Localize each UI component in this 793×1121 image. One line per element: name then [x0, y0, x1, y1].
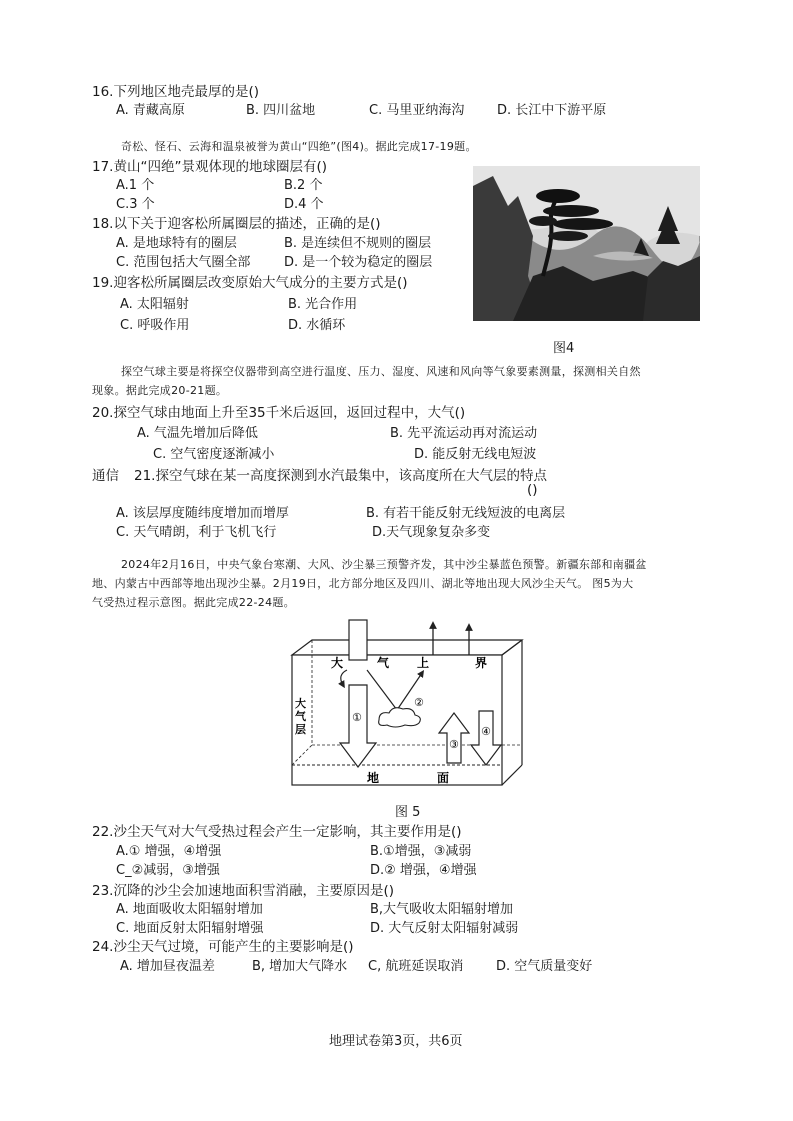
- fig5-bottom-label-2: 面: [437, 771, 450, 785]
- q16-option-b: B. 四川盆地: [246, 103, 316, 118]
- q21-prefix: 通信: [92, 468, 119, 484]
- q24-option-d: D. 空气质量变好: [496, 959, 593, 974]
- q24-option-b: B, 增加大气降水: [252, 959, 348, 974]
- atmosphere-heating-diagram: [287, 615, 527, 800]
- fig4-caption: 图4: [553, 341, 575, 356]
- q19-option-c: C. 呼吸作用: [120, 318, 190, 333]
- q20-stem: 20.探空气球由地面上升至35千米后返回，返回过程中，大气(): [92, 405, 466, 421]
- q24-stem: 24.沙尘天气过境，可能产生的主要影响是(): [92, 939, 354, 955]
- fig5-top-label-3: 上: [417, 656, 430, 670]
- fig5-side-label-3: 层: [295, 723, 306, 736]
- q18-option-d: D. 是一个较为稳定的圈层: [284, 255, 433, 270]
- q20-option-c: C. 空气密度逐渐减小: [153, 447, 275, 462]
- q23-option-d: D. 大气反射太阳辐射减弱: [370, 921, 519, 936]
- fig5-caption: 图 5: [395, 805, 421, 820]
- huangshan-landscape-figure: [473, 166, 700, 321]
- q19-option-a: A. 太阳辐射: [120, 297, 189, 312]
- q16-option-d: D. 长江中下游平原: [497, 103, 607, 118]
- q22-option-b: B.①增强，③减弱: [370, 844, 472, 859]
- q21-stem: 21.探空气球在某一高度探测到水汽最集中，该高度所在大气层的特点: [134, 468, 547, 484]
- q21-blank: (): [527, 482, 538, 498]
- q23-option-a: A. 地面吸收太阳辐射增加: [116, 902, 263, 917]
- intro-22-24-line2: 地、内蒙古中西部等地出现沙尘暴。2月19日，北方部分地区及四川、湖北等地出现大风沙尘天气。 图5为大: [92, 577, 634, 590]
- fig5-number-4: ④: [481, 725, 491, 738]
- q21-option-c: C. 天气晴朗，利于飞机飞行: [116, 525, 277, 540]
- q19-stem: 19.迎客松所属圈层改变原始大气成分的主要方式是(): [92, 275, 408, 291]
- fig5-side-label-1: 大: [295, 697, 306, 710]
- fig5-side-label-2: 气: [295, 710, 306, 723]
- q18-option-a: A. 是地球特有的圈层: [116, 236, 237, 251]
- q18-option-c: C. 范围包括大气圈全部: [116, 255, 251, 270]
- q21-option-b: B. 有若干能反射无线短波的电离层: [366, 506, 566, 521]
- q20-option-a: A. 气温先增加后降低: [137, 426, 258, 441]
- q17-option-d: D.4 个: [284, 197, 324, 212]
- q24-option-c: C, 航班延误取消: [368, 959, 464, 974]
- q22-option-d: D.② 增强，④增强: [370, 863, 477, 878]
- fig5-number-3: ③: [449, 738, 459, 751]
- q22-option-a: A.① 增强，④增强: [116, 844, 222, 859]
- q23-stem: 23.沉降的沙尘会加速地面积雪消融，主要原因是(): [92, 883, 395, 899]
- intro-20-21-line1: 探空气球主要是将探空仪器带到高空进行温度、压力、湿度、风速和风向等气象要素测量，探测相关自然: [121, 365, 641, 378]
- intro-22-24-line1: 2024年2月16日，中央气象台寒潮、大风、沙尘暴三预警齐发，其中沙尘暴蓝色预警。新疆东部和南疆盆: [121, 558, 647, 571]
- q19-option-b: B. 光合作用: [288, 297, 358, 312]
- fig5-top-label-1: 大: [331, 656, 344, 670]
- page-footer: 地理试卷第3页，共6页: [329, 1034, 463, 1049]
- intro-17-19: 奇松、怪石、云海和温泉被誉为黄山“四绝”(图4)。据此完成17-19题。: [121, 140, 477, 153]
- q20-option-b: B. 先平流运动再对流运动: [390, 426, 538, 441]
- q23-option-b: B,大气吸收太阳辐射增加: [370, 902, 514, 917]
- q18-stem: 18.以下关于迎客松所属圈层的描述，正确的是(): [92, 216, 381, 232]
- fig5-number-2: ②: [414, 696, 424, 709]
- q20-option-d: D. 能反射无线电短波: [414, 447, 537, 462]
- intro-22-24-line3: 气受热过程示意图。据此完成22-24题。: [92, 596, 295, 609]
- q21-option-a: A. 该层厚度随纬度增加而增厚: [116, 506, 289, 521]
- q17-option-a: A.1 个: [116, 178, 155, 193]
- fig5-top-label-2: 气: [377, 656, 390, 670]
- q19-option-d: D. 水循环: [288, 318, 346, 333]
- q17-option-b: B.2 个: [284, 178, 323, 193]
- q18-option-b: B. 是连续但不规则的圈层: [284, 236, 432, 251]
- q16-stem: 16.下列地区地壳最厚的是(): [92, 84, 260, 100]
- q16-option-a: A. 青藏高原: [116, 103, 185, 118]
- q17-stem: 17.黄山“四绝”景观体现的地球圈层有(): [92, 159, 327, 175]
- q22-stem: 22.沙尘天气对大气受热过程会产生一定影响，其主要作用是(): [92, 824, 462, 840]
- fig5-bottom-label-1: 地: [367, 771, 380, 785]
- fig5-number-1: ①: [352, 711, 362, 724]
- q23-option-c: C. 地面反射太阳辐射增强: [116, 921, 264, 936]
- q21-option-d: D.天气现象复杂多变: [372, 525, 491, 540]
- q16-option-c: C. 马里亚纳海沟: [369, 103, 465, 118]
- intro-20-21-line2: 现象。据此完成20-21题。: [92, 384, 228, 397]
- q24-option-a: A. 增加昼夜温差: [120, 959, 215, 974]
- fig5-top-label-4: 界: [475, 656, 488, 670]
- q22-option-c: C_②减弱，③增强: [116, 863, 220, 878]
- q17-option-c: C.3 个: [116, 197, 155, 212]
